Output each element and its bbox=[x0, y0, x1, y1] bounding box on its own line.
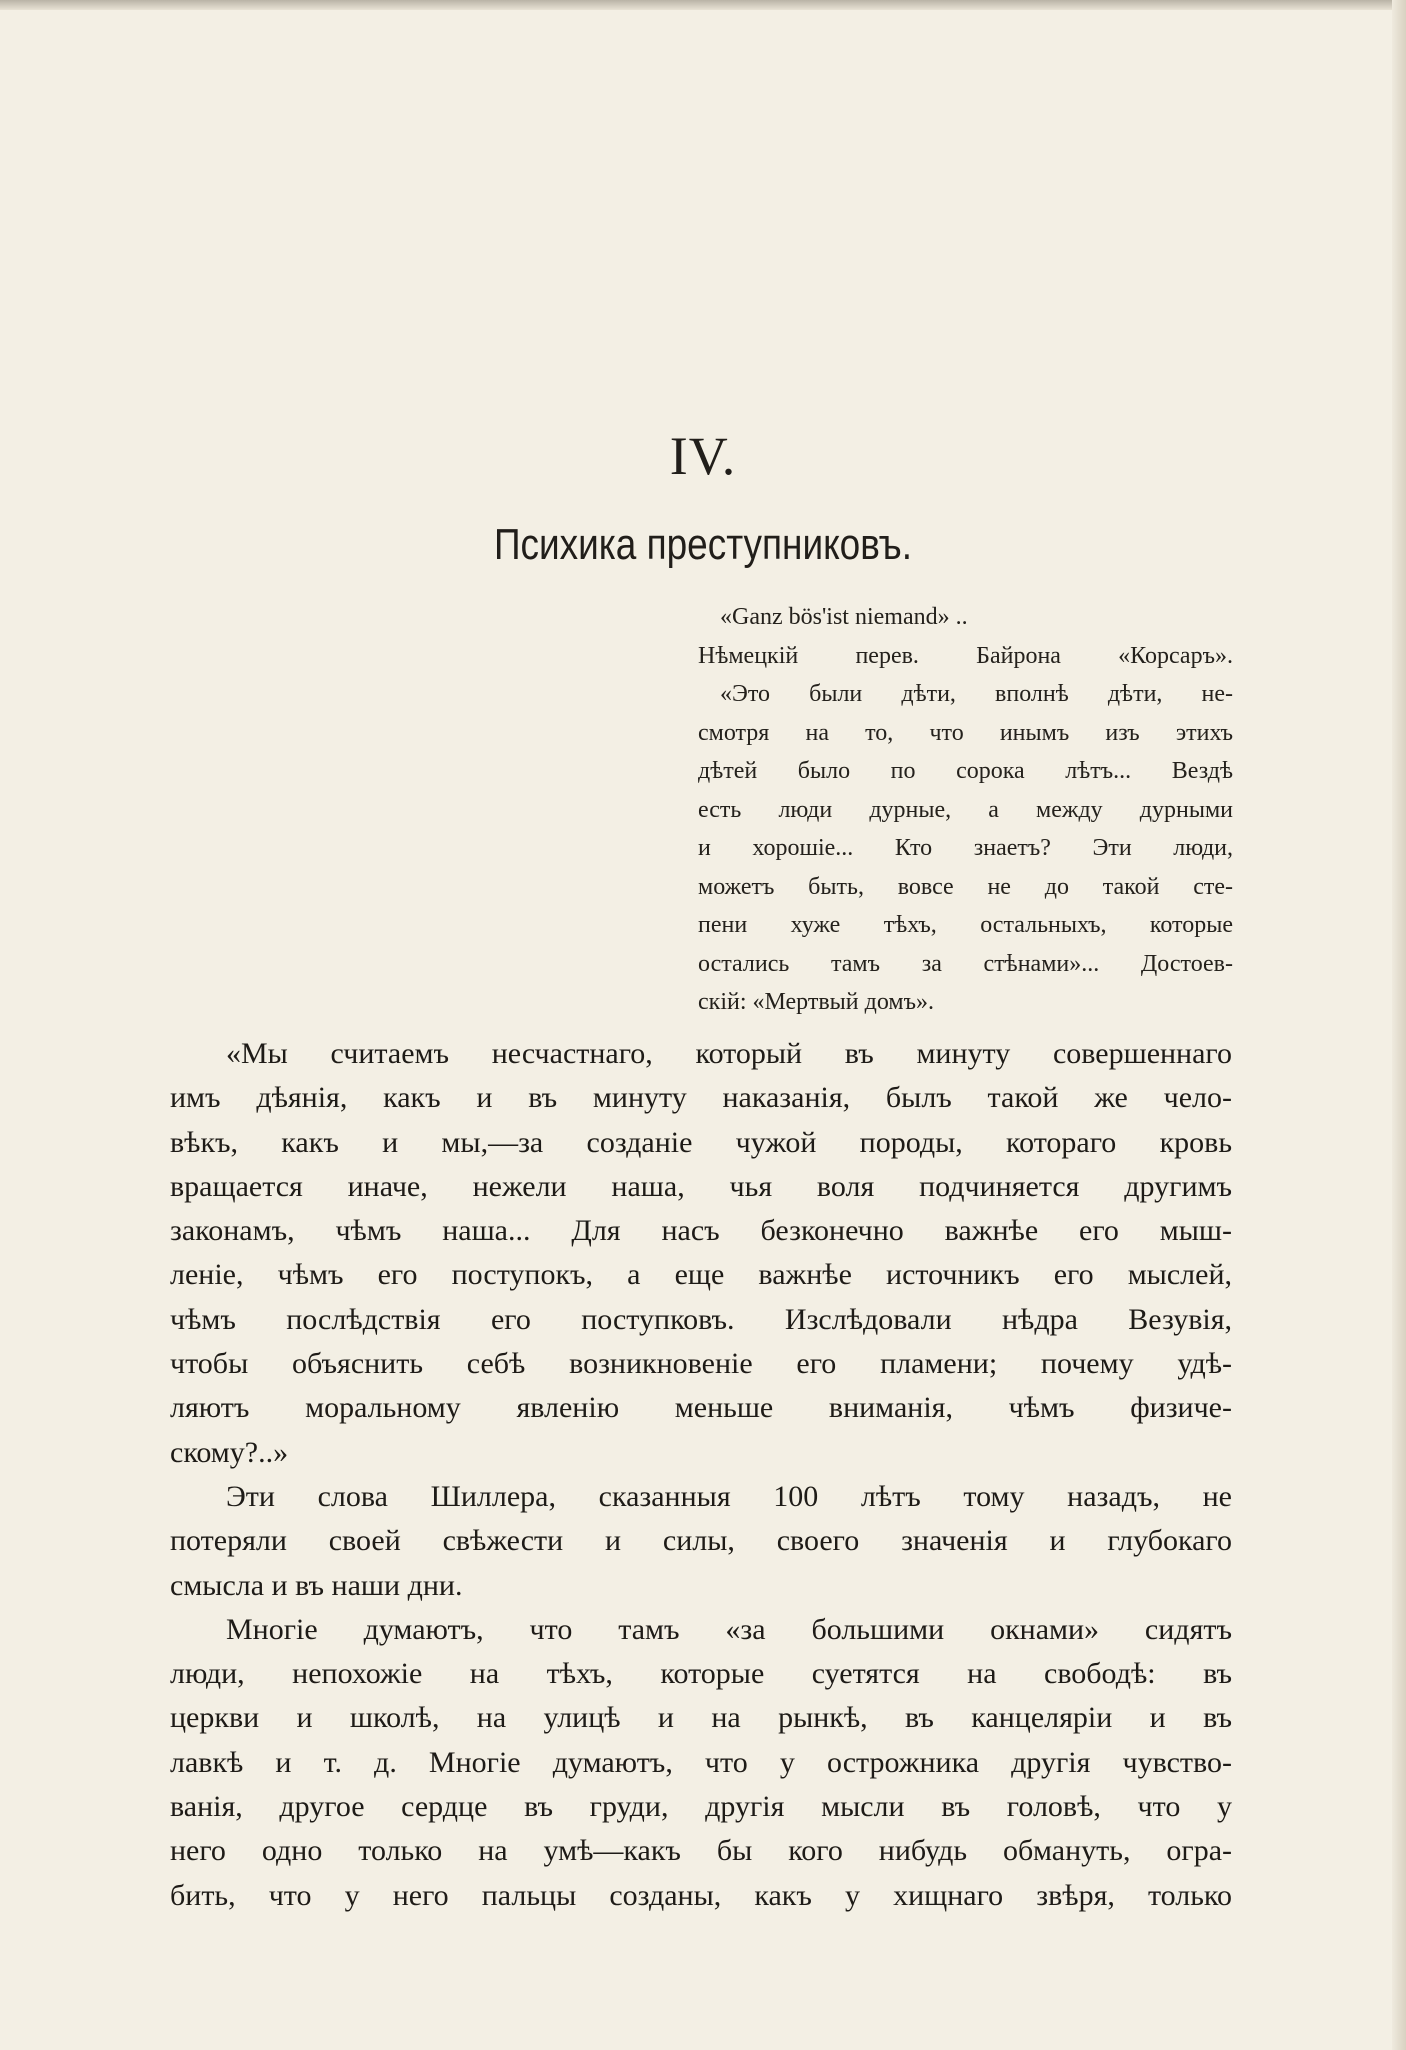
epigraph-line: Нѣмецкій перев. Байрона «Корсаръ». bbox=[698, 642, 1233, 669]
body-line: имъ дѣянія, какъ и въ минуту наказанія, былъ такой же чело- bbox=[170, 1081, 1232, 1115]
body-line: вращается иначе, нежели наша, чья воля подчиняется другимъ bbox=[170, 1169, 1232, 1203]
page-edge-top bbox=[0, 0, 1406, 10]
body-line: чтобы объяснить себѣ возникновеніе его пламени; почему удѣ- bbox=[170, 1347, 1232, 1381]
body-line: церкви и школѣ, на улицѣ и на рынкѣ, въ канцеляріи и въ bbox=[170, 1701, 1232, 1735]
epigraph-line: дѣтей было по сорока лѣтъ... Вездѣ bbox=[698, 758, 1233, 784]
body-line: лавкѣ и т. д. Многіе думаютъ, что у острожника другія чувство- bbox=[170, 1745, 1232, 1779]
body-line: него одно только на умѣ—какъ бы кого нибудь обмануть, огра- bbox=[170, 1834, 1232, 1868]
body-line: чѣмъ послѣдствія его поступковъ. Изслѣдовали нѣдра Везувія, bbox=[170, 1302, 1232, 1336]
epigraph-line: пени хуже тѣхъ, остальныхъ, которые bbox=[698, 912, 1233, 938]
epigraph-line: смотря на то, что инымъ изъ этихъ bbox=[698, 719, 1233, 746]
epigraph-line: есть люди дурные, а между дурными bbox=[698, 796, 1233, 823]
body-line: ванія, другое сердце въ груди, другія мысли въ головѣ, что у bbox=[170, 1790, 1232, 1824]
epigraph-line: «Ganz bös'ist niemand» .. bbox=[720, 604, 968, 630]
epigraph-line: скій: «Мертвый домъ». bbox=[698, 989, 934, 1015]
epigraph-line: «Это были дѣти, вполнѣ дѣти, не- bbox=[720, 681, 1233, 707]
body-line: люди, непохожіе на тѣхъ, которые суетятся на свободѣ: въ bbox=[170, 1657, 1232, 1691]
body-line: леніе, чѣмъ его поступокъ, а еще важнѣе источникъ его мыслей, bbox=[170, 1258, 1232, 1292]
body-line: бить, что у него пальцы созданы, какъ у хищнаго звѣря, только bbox=[170, 1878, 1232, 1912]
body-line: Многіе думаютъ, что тамъ «за большими окнами» сидятъ bbox=[226, 1612, 1232, 1646]
body-line: «Мы считаемъ несчастнаго, который въ минуту совершеннаго bbox=[226, 1037, 1232, 1070]
epigraph-line: и хорошіе... Кто знаетъ? Эти люди, bbox=[698, 835, 1233, 861]
chapter-title: Психика преступниковъ. bbox=[493, 520, 913, 569]
body-line: законамъ, чѣмъ наша... Для насъ безконечно важнѣе его мыш- bbox=[170, 1214, 1232, 1248]
page-edge-right bbox=[1392, 0, 1406, 2050]
epigraph-line: остались тамъ за стѣнами»... Достоев- bbox=[698, 950, 1233, 977]
body-line: Эти слова Шиллера, сказанныя 100 лѣтъ тому назадъ, не bbox=[226, 1479, 1232, 1513]
body-line: вѣкъ, какъ и мы,—за созданіе чужой породы, котораго кровь bbox=[170, 1125, 1232, 1159]
body-line: скому?..» bbox=[170, 1435, 289, 1469]
body-text bbox=[170, 1032, 1232, 1918]
body-line: потеряли своей свѣжести и силы, своего значенія и глубокаго bbox=[170, 1524, 1232, 1558]
chapter-number: IV. bbox=[669, 426, 737, 486]
body-line: ляютъ моральному явленію меньше вниманія, чѣмъ физиче- bbox=[170, 1391, 1232, 1425]
body-line: смысла и въ наши дни. bbox=[170, 1568, 463, 1602]
epigraph-line: можетъ быть, вовсе не до такой сте- bbox=[698, 873, 1233, 900]
epigraph bbox=[698, 598, 1233, 1022]
